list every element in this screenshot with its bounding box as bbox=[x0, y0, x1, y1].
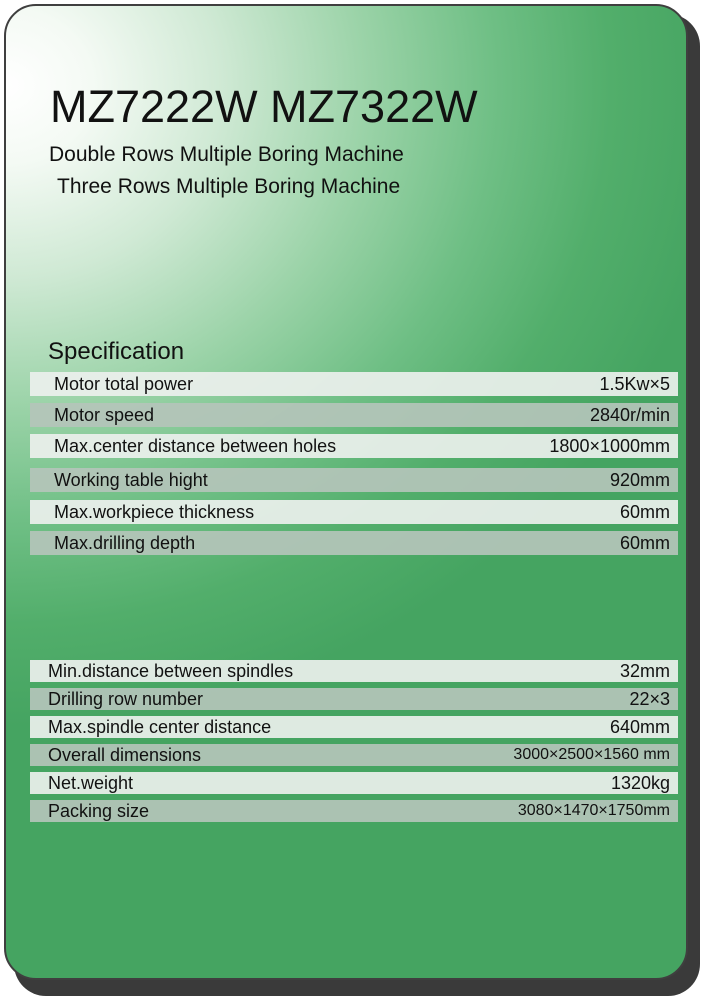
spec-value: 1320kg bbox=[610, 773, 670, 793]
spec-value: 1.5Kw×5 bbox=[599, 374, 670, 394]
spec-value: 3000×2500×1560 mm bbox=[513, 746, 670, 763]
spec-row-net-weight bbox=[30, 772, 678, 794]
spec-value: 640mm bbox=[609, 717, 670, 737]
spec-row-motor-total-power bbox=[30, 372, 678, 396]
spec-value: 1800×1000mm bbox=[549, 436, 670, 456]
spec-row-max-workpiece-thickness bbox=[30, 500, 678, 524]
page-title: MZ7222W MZ7322W bbox=[50, 81, 478, 132]
spec-row-drilling-row-number bbox=[30, 688, 678, 710]
spec-label: Max.workpiece thickness bbox=[54, 502, 255, 522]
spec-label: Max.spindle center distance bbox=[48, 717, 272, 737]
spec-row-packing-size bbox=[30, 800, 678, 822]
subtitle-double-rows: Double Rows Multiple Boring Machine bbox=[49, 143, 404, 166]
spec-value: 920mm bbox=[609, 470, 670, 490]
spec-row-motor-speed bbox=[30, 403, 678, 427]
specification-heading: Specification bbox=[48, 338, 185, 365]
spec-label: Motor speed bbox=[54, 405, 155, 425]
spec-row-max-spindle-center-distance bbox=[30, 716, 678, 738]
spec-row-overall-dimensions bbox=[30, 744, 678, 766]
spec-label: Motor total power bbox=[54, 374, 194, 394]
spec-row-max-center-distance bbox=[30, 434, 678, 458]
spec-label: Packing size bbox=[48, 801, 150, 821]
spec-value: 3080×1470×1750mm bbox=[517, 802, 670, 819]
spec-label: Max.drilling depth bbox=[54, 533, 196, 553]
spec-value: 2840r/min bbox=[589, 405, 670, 425]
spec-row-working-table-hight bbox=[30, 468, 678, 492]
spec-label: Working table hight bbox=[54, 470, 208, 490]
spec-card bbox=[4, 4, 688, 980]
spec-label: Min.distance between spindles bbox=[48, 661, 294, 681]
subtitle-three-rows: Three Rows Multiple Boring Machine bbox=[57, 175, 401, 198]
spec-row-min-distance-spindles bbox=[30, 660, 678, 682]
spec-value: 22×3 bbox=[629, 689, 670, 709]
spec-label: Drilling row number bbox=[48, 689, 204, 709]
spec-row-max-drilling-depth bbox=[30, 531, 678, 555]
spec-value: 60mm bbox=[619, 502, 670, 522]
spec-value: 60mm bbox=[619, 533, 670, 553]
spec-label: Max.center distance between holes bbox=[54, 436, 337, 456]
spec-label: Overall dimensions bbox=[48, 745, 202, 765]
spec-value: 32mm bbox=[619, 661, 670, 681]
spec-label: Net.weight bbox=[48, 773, 134, 793]
